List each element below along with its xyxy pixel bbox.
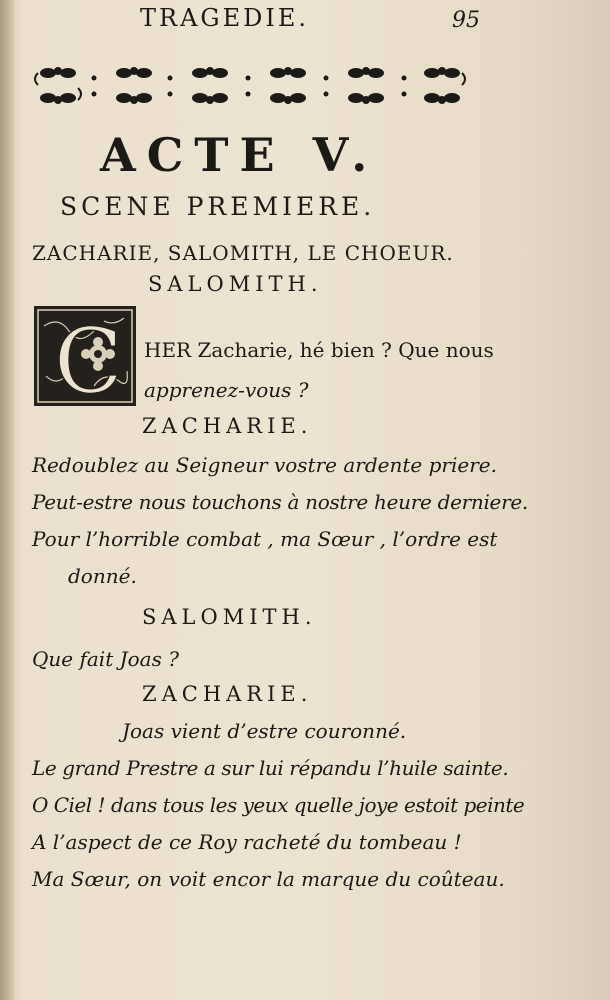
drop-cap-icon xyxy=(34,306,136,406)
running-head: TRAGEDIE. xyxy=(140,4,309,32)
dramatis-personae: ZACHARIE, SALOMITH, LE CHOEUR. xyxy=(32,241,454,265)
ornament-unit xyxy=(192,67,228,104)
ornament-unit xyxy=(270,67,306,104)
verse-line: Joas vient d’estre couronné. xyxy=(122,719,407,743)
speaker-name: ZACHARIE. xyxy=(142,414,313,438)
ornament-unit xyxy=(348,67,384,104)
verse-line: Le grand Prestre a sur lui répandu l’huile sainte. xyxy=(32,756,509,780)
verse-line: Pour l’horrible combat , ma Sœur , l’ordre est xyxy=(32,527,498,551)
speaker-name: SALOMITH. xyxy=(148,272,323,296)
ornament-unit xyxy=(424,67,465,104)
verse-line: A l’aspect de ce Roy racheté du tombeau ! xyxy=(32,830,462,854)
ornament-band-icon xyxy=(30,60,478,112)
page-number: 95 xyxy=(452,8,480,33)
act-heading: ACTE V. xyxy=(100,128,379,182)
page-gutter xyxy=(0,0,14,1000)
verse-line: donné. xyxy=(68,564,137,588)
svg-text:C: C xyxy=(54,309,123,406)
verse-line: Ma Sœur, on voit encor la marque du coûteau. xyxy=(32,867,505,891)
verse-line: Redoublez au Seigneur vostre ardente priere. xyxy=(32,453,497,477)
verse-line: HER Zacharie, hé bien ? Que nous xyxy=(144,338,494,362)
speaker-name: ZACHARIE. xyxy=(142,682,313,706)
scene-heading: SCENE PREMIERE. xyxy=(60,192,376,221)
speaker-name: SALOMITH. xyxy=(142,605,317,629)
ornament-unit xyxy=(116,67,152,104)
verse-line: Que fait Joas ? xyxy=(32,647,179,671)
ornament-unit xyxy=(35,67,81,104)
verse-line: apprenez-vous ? xyxy=(144,378,309,402)
verse-line: Peut-estre nous touchons à nostre heure derniere. xyxy=(32,490,528,514)
verse-line: O Ciel ! dans tous les yeux quelle joye estoit peinte xyxy=(32,793,525,817)
